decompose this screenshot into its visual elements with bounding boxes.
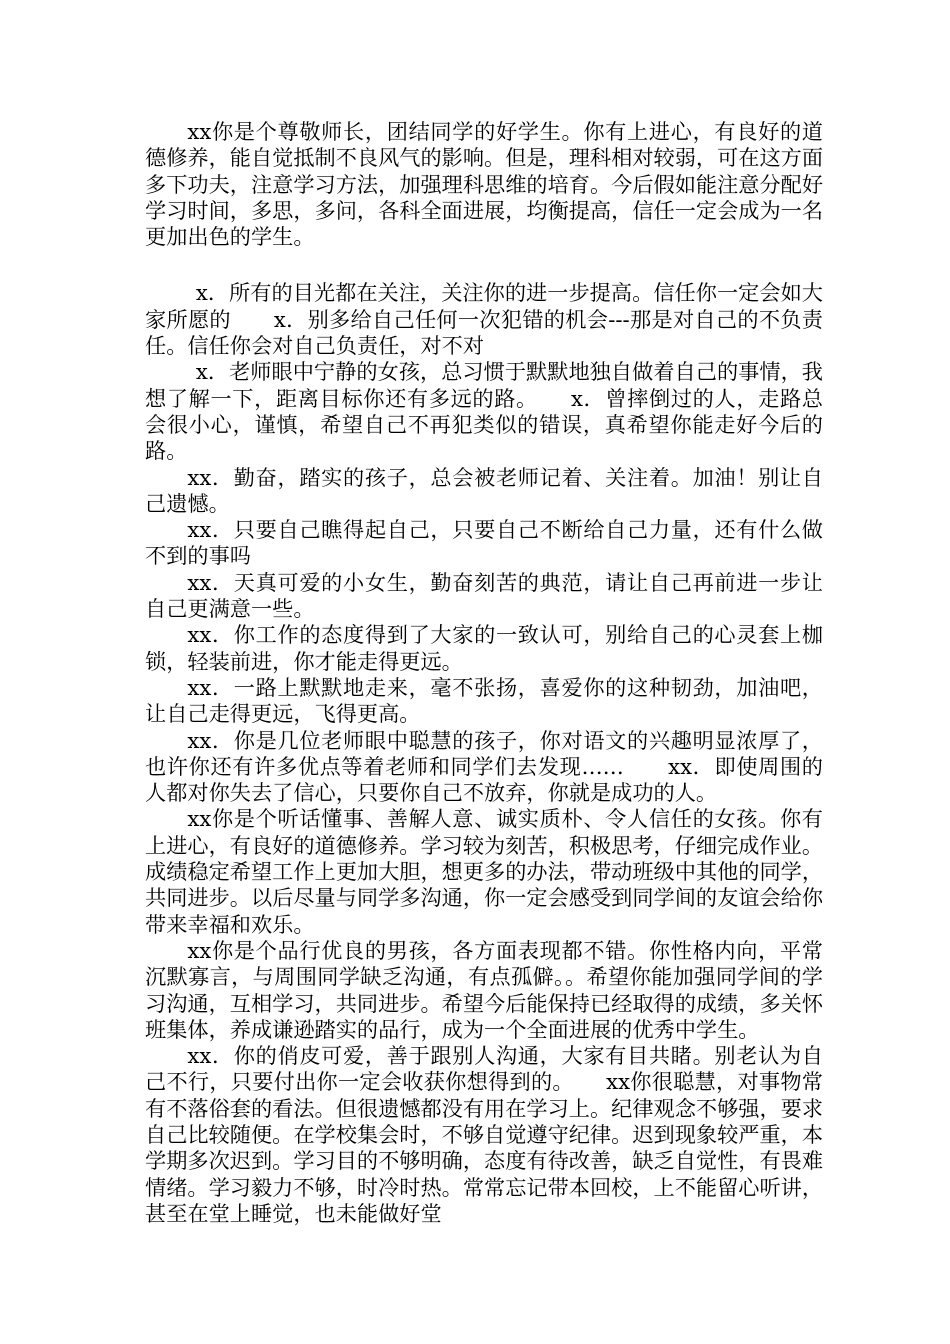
paragraph-6: xx．天真可爱的小女生，勤奋刻苦的典范，请让自己再前进一步让自己更满意一些。 <box>145 569 823 622</box>
paragraph-12: xx．你的俏皮可爱，善于跟别人沟通，大家有目共睹。别老认为自己不行，只要付出你一定会收获你想得到的。 xx你很聪慧，对事物常有不落俗套的看法。但很遗憾都没有用在学习上。纪律观念不够强，要求自己比较随便。在学校集会时，不够自觉遵守纪律。迟到现象较严重，本学期多次迟到。学习目的不够明确，态度有待改善，缺乏自觉性，有畏难情绪。学习毅力不够，时冷时热。常常忘记带本回校，上不能留心听讲，甚至在堂上睡觉，也未能做好堂 <box>145 1043 824 1226</box>
paragraph-4: xx．勤奋，踏实的孩子，总会被老师记着、关注着。加油！别让自己遗憾。 <box>145 464 823 516</box>
paragraph-7: xx．你工作的态度得到了大家的一致认可，别给自己的心灵套上枷锁，轻装前进，你才能走得更远。 <box>145 622 823 674</box>
document-page <box>145 119 823 1227</box>
paragraph-3: x．老师眼中宁静的女孩，总习惯于默默地独自做着自己的事情，我想了解一下，距离目标你还有多远的路。 x．曾摔倒过的人，走路总会很小心，谨慎，希望自己不再犯类似的错误，真希望你能走好今后的路。 <box>145 359 823 464</box>
paragraph-1: xx你是个尊敬师长，团结同学的好学生。你有上进心，有良好的道德修养，能自觉抵制不良风气的影响。但是，理科相对较弱，可在这方面多下功夫，注意学习方法，加强理科思维的培育。今后假如能注意分配好学习时间，多思，多问，各科全面进展，均衡提高，信任一定会成为一名更加出色的学生。 <box>145 119 824 250</box>
paragraph-5: xx．只要自己瞧得起自己，只要自己不断给自己力量，还有什么做不到的事吗 <box>145 517 823 569</box>
paragraph-9: xx．你是几位老师眼中聪慧的孩子，你对语文的兴趣明显浓厚了，也许你还有许多优点等着老师和同学们去发现…… xx．即使周围的人都对你失去了信心，只要你自己不放弃，你就是成功的人。 <box>145 727 823 806</box>
paragraph-gap <box>145 250 823 280</box>
paragraph-8: xx．一路上默默地走来，毫不张扬，喜爱你的这种韧劲，加油吧，让自己走得更远，飞得更高。 <box>145 674 823 727</box>
paragraph-11: xx你是个品行优良的男孩，各方面表现都不错。你性格内向，平常沉默寡言，与周围同学缺乏沟通，有点孤僻。。希望你能加强同学间的学习沟通，互相学习，共同进步。希望今后能保持已经取得的成绩，多关怀班集体，养成谦逊踏实的品行，成为一个全面进展的优秀中学生。 <box>145 937 824 1042</box>
paragraph-10: xx你是个听话懂事、善解人意、诚实质朴、令人信任的女孩。你有上进心，有良好的道德修养。学习较为刻苦，积极思考，仔细完成作业。成绩稳定希望工作上更加大胆，想更多的办法，带动班级中其他的同学，共同进步。以后尽量与同学多沟通，你一定会感受到同学间的友谊会给你带来幸福和欢乐。 <box>145 806 824 937</box>
paragraph-2: x．所有的目光都在关注，关注你的进一步提高。信任你一定会如大家所愿的 x．别多给自己任何一次犯错的机会---那是对自己的不负责任。信任你会对自己负责任，对不对 <box>145 280 823 359</box>
